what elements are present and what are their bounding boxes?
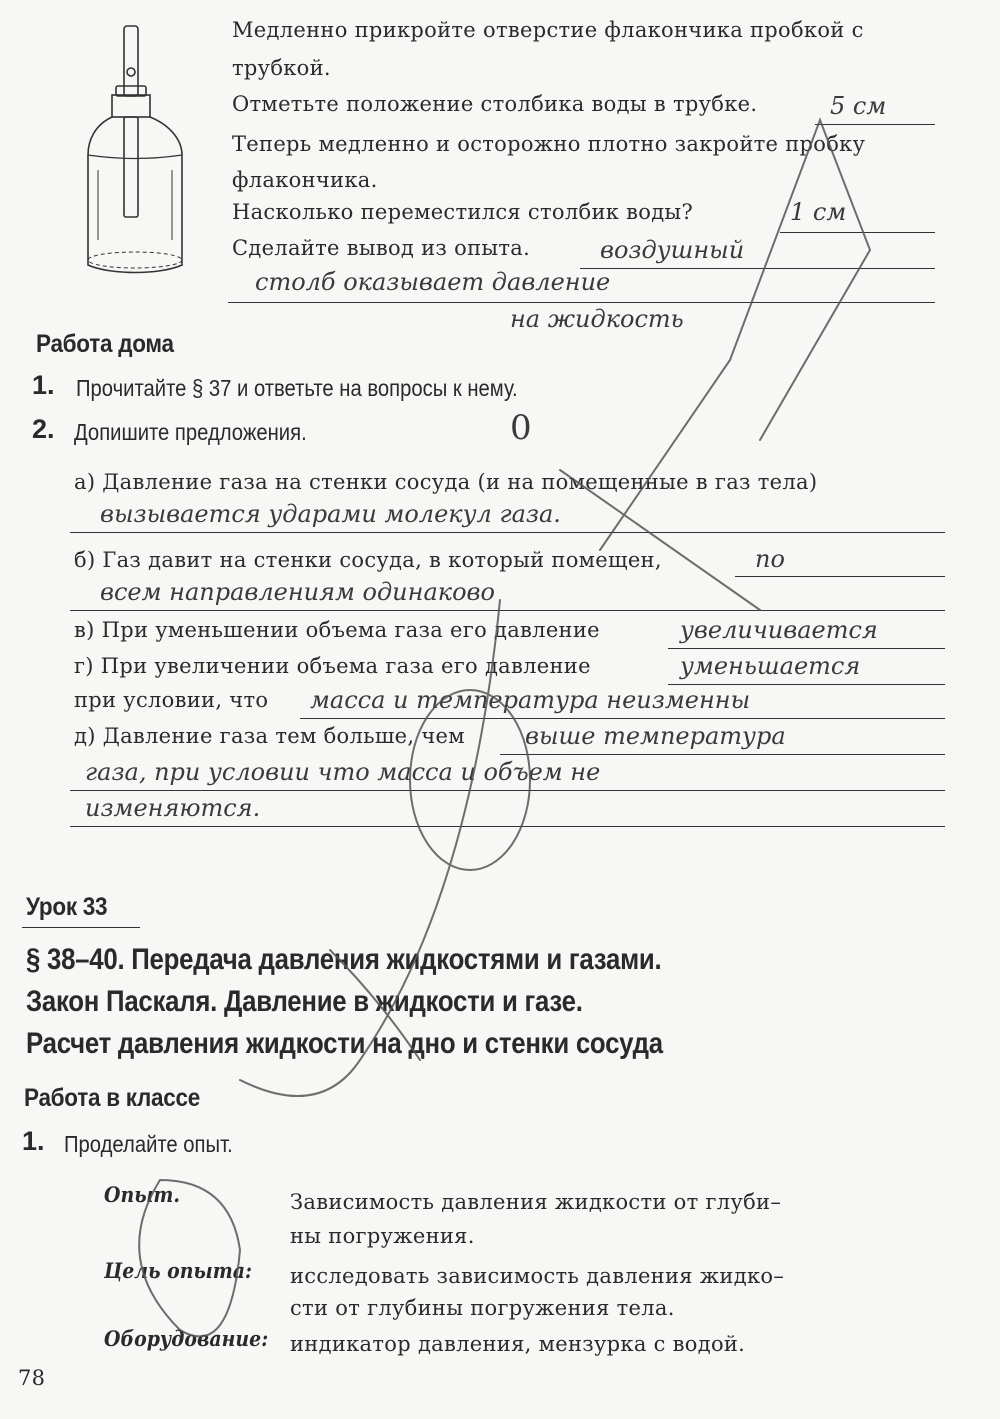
grade-mark: 0 [510,408,532,448]
instruction-text: Медленно прикройте отверстие флакончика пробкой с [232,18,864,42]
handwritten-answer: газа, при условии что масса и объем не [85,758,601,786]
answer-line [668,648,945,649]
handwritten-answer: всем направлениям одинаково [100,578,495,606]
answer-line [70,790,945,791]
equipment-label: Оборудование: [104,1326,269,1351]
lesson-title: Закон Паскаля. Давление в жидкости и газе. [26,985,583,1018]
section-heading-homework: Работа дома [36,330,174,358]
item-prompt: г) При увеличении объема газа его давление [74,654,591,678]
question-text: Сделайте вывод из опыта. [232,236,531,260]
item-prompt: в) При уменьшении объема газа его давление [74,618,600,642]
handwritten-answer: по [755,545,785,573]
goal-text: исследовать зависимость давления жидко– [290,1264,785,1288]
answer-line [580,268,935,269]
handwritten-answer: выше температура [525,722,786,750]
answer-line [500,754,945,755]
handwritten-conclusion: на жидкость [510,305,684,333]
handwritten-answer: изменяются. [85,794,261,822]
lesson-underline [22,927,140,928]
question-text: Насколько переместился столбик воды? [232,200,694,224]
answer-line [70,610,945,611]
handwritten-conclusion: столб оказывает давление [255,268,611,296]
task-number: 1. [32,370,55,400]
answer-line [780,232,935,233]
instruction-text: трубкой. [232,56,331,80]
instruction-text: флакончика. [232,168,378,192]
task-number: 1. [22,1126,45,1156]
handwritten-answer: масса и температура неизменны [310,686,751,714]
answer-line [735,576,945,577]
instruction-text: Теперь медленно и осторожно плотно закройте пробку [232,132,866,156]
task-text: Прочитайте § 37 и ответьте на вопросы к нему. [76,375,518,401]
equipment-text: индикатор давления, мензурка с водой. [290,1332,746,1356]
handwritten-answer-moved: 1 см [790,198,847,226]
item-prompt: при условии, что [74,688,269,712]
item-prompt: а) Давление газа на стенки сосуда (и на помещенные в газ тела) [74,470,818,494]
lesson-label: Урок 33 [26,893,108,921]
bottle-with-tube-illustration [80,20,200,280]
answer-line [815,124,935,125]
lesson-title: § 38–40. Передача давления жидкостями и газами. [26,943,662,976]
answer-line [228,302,935,303]
page-number: 78 [18,1366,46,1390]
experiment-label: Опыт. [104,1182,181,1207]
handwritten-answer-position: 5 см [830,92,887,120]
experiment-text: ны погружения. [290,1224,475,1248]
task-text: Допишите предложения. [74,419,307,445]
handwritten-answer: вызывается ударами молекул газа. [100,500,561,528]
instruction-text: Отметьте положение столбика воды в трубке. [232,92,758,116]
handwritten-conclusion: воздушный [600,236,745,264]
task-number: 2. [32,414,55,444]
answer-line [70,532,945,533]
answer-line [70,826,945,827]
item-prompt: б) Газ давит на стенки сосуда, в который помещен, [74,548,662,572]
goal-label: Цель опыта: [104,1258,252,1283]
answer-line [300,718,945,719]
handwritten-answer: увеличивается [680,616,878,644]
answer-line [668,684,945,685]
handwritten-answer: уменьшается [680,652,861,680]
section-heading-classwork: Работа в классе [24,1084,201,1112]
item-prompt: д) Давление газа тем больше, чем [74,724,465,748]
lesson-title: Расчет давления жидкости на дно и стенки сосуда [26,1027,663,1060]
task-text: Проделайте опыт. [64,1131,233,1157]
goal-text: сти от глубины погружения тела. [290,1296,675,1320]
experiment-text: Зависимость давления жидкости от глуби– [290,1190,782,1214]
